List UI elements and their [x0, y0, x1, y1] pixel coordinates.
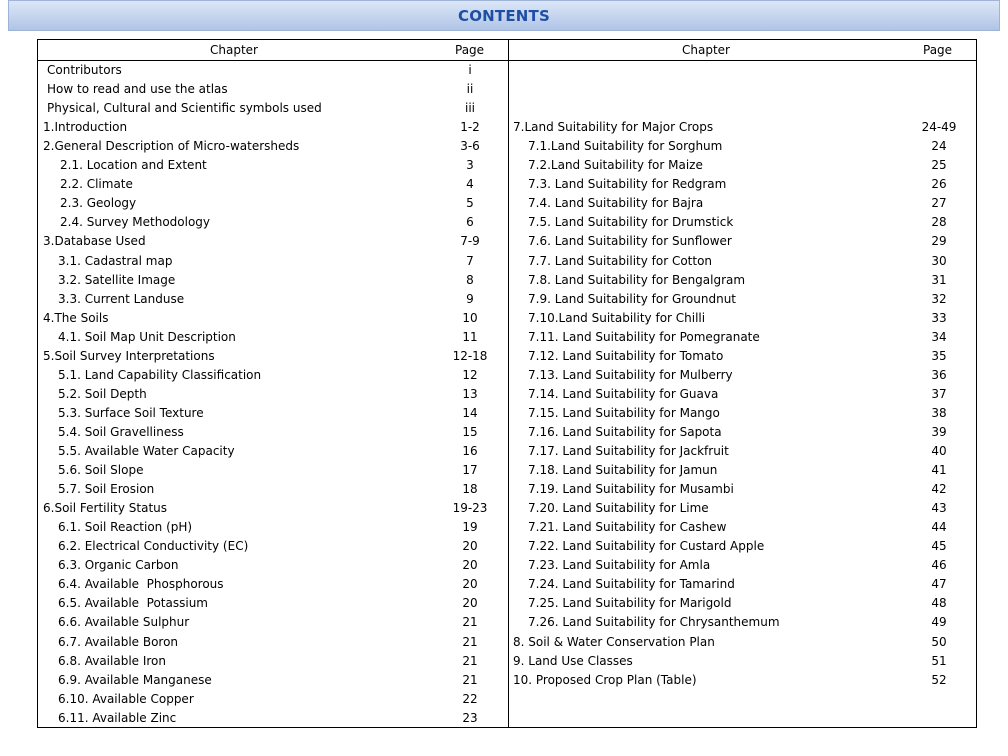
- header-chapter-right: Chapter: [682, 43, 730, 57]
- page-number: 35: [931, 348, 947, 363]
- page-number: 52: [931, 672, 947, 687]
- right-table-row: [0, 594, 1008, 613]
- page-number: 47: [931, 577, 947, 592]
- page-number: 40: [931, 444, 947, 458]
- chapter-title: 4.1. Soil Map Unit Description: [58, 329, 236, 344]
- page-number: 30: [931, 253, 947, 268]
- chapter-title: 7.7. Land Suitability for Cotton: [528, 253, 713, 268]
- page-number: 36: [931, 367, 947, 382]
- right-table-row: [0, 404, 1008, 423]
- right-table-row: [0, 633, 1008, 652]
- chapter-title: 6.11. Available Zinc: [58, 710, 177, 725]
- page-title: CONTENTS: [458, 6, 550, 25]
- right-table-row: [0, 175, 1008, 194]
- chapter-title: 1.Introduction: [43, 120, 128, 135]
- chapter-title: 7.25. Land Suitability for Marigold: [528, 596, 732, 611]
- page-number: 15: [462, 424, 478, 439]
- page-number: 51: [931, 653, 947, 668]
- right-table-row: [0, 671, 1008, 690]
- right-table-row: [0, 518, 1008, 537]
- chapter-title: 7.6. Land Suitability for Sunflower: [528, 234, 732, 249]
- chapter-title: 7.26. Land Suitability for Chrysanthemum: [528, 615, 780, 630]
- page-number: ii: [466, 82, 474, 97]
- header-page-left: Page: [455, 43, 485, 57]
- right-table-row: [0, 575, 1008, 594]
- chapter-title: 7.18. Land Suitability for Jamun: [528, 463, 718, 478]
- chapter-title: 2.General Description of Micro-watersheds: [43, 139, 300, 154]
- page-number: 46: [931, 558, 947, 573]
- right-table-row: [0, 328, 1008, 347]
- chapter-title: 7.16. Land Suitability for Sapota: [528, 424, 722, 439]
- left-table-row: [0, 99, 1008, 118]
- chapter-title: 2.1. Location and Extent: [60, 158, 207, 173]
- chapter-title: 5.7. Soil Erosion: [58, 482, 155, 497]
- page-number: 6: [466, 215, 474, 230]
- chapter-title: 7.24. Land Suitability for Tamarind: [528, 577, 735, 592]
- page-number: 31: [931, 272, 947, 287]
- page-number: 22: [462, 691, 478, 706]
- chapter-title: 7.10.Land Suitability for Chilli: [528, 310, 706, 325]
- page-number: 7-9: [460, 234, 480, 249]
- chapter-title: 7.2.Land Suitability for Maize: [528, 158, 703, 173]
- page-number: 16: [462, 444, 478, 458]
- right-table-row: [0, 118, 1008, 137]
- right-table-row: [0, 385, 1008, 404]
- chapter-title: 6.9. Available Manganese: [58, 672, 212, 687]
- page-number: 8: [466, 272, 474, 287]
- right-table-row: [0, 347, 1008, 366]
- page-number: 11: [462, 329, 478, 344]
- chapter-title: 9. Land Use Classes: [513, 653, 633, 668]
- chapter-title: 2.3. Geology: [60, 196, 137, 211]
- right-table-row: [0, 366, 1008, 385]
- chapter-title: 2.4. Survey Methodology: [60, 215, 211, 230]
- right-table-row: [0, 213, 1008, 232]
- page-number: iii: [464, 101, 475, 116]
- chapter-title: Physical, Cultural and Scientific symbols used: [47, 101, 322, 116]
- page-number: 5: [466, 196, 474, 211]
- chapter-title: 7.4. Land Suitability for Bajra: [528, 196, 704, 211]
- chapter-title: 7.3. Land Suitability for Redgram: [528, 177, 727, 192]
- chapter-title: 7.5. Land Suitability for Drumstick: [528, 215, 734, 230]
- right-table-row: [0, 309, 1008, 328]
- chapter-title: 7.20. Land Suitability for Lime: [528, 501, 709, 516]
- page-number: 14: [462, 405, 478, 420]
- right-table-row: [0, 537, 1008, 556]
- chapter-title: 7.9. Land Suitability for Groundnut: [528, 291, 737, 306]
- right-table-row: [0, 194, 1008, 213]
- header-page-right: Page: [923, 43, 953, 57]
- chapter-title: 7.19. Land Suitability for Musambi: [528, 482, 734, 497]
- page-number: 41: [931, 463, 947, 478]
- chapter-title: 6.3. Organic Carbon: [58, 558, 179, 573]
- chapter-title: 6.10. Available Copper: [58, 691, 194, 706]
- page-number: 12-18: [452, 348, 488, 363]
- page-number: 34: [931, 329, 947, 344]
- chapter-title: 7.12. Land Suitability for Tomato: [528, 348, 724, 363]
- page-number: 38: [931, 405, 947, 420]
- chapter-title: 10. Proposed Crop Plan (Table): [513, 672, 697, 687]
- right-table-row: [0, 613, 1008, 632]
- page-number: 27: [931, 196, 947, 211]
- page-number: 44: [931, 520, 947, 535]
- page-number: 23: [462, 710, 478, 725]
- chapter-title: 7.8. Land Suitability for Bengalgram: [528, 272, 746, 287]
- chapter-title: 2.2. Climate: [60, 177, 133, 192]
- page-number: 29: [931, 234, 947, 249]
- chapter-title: 5.4. Soil Gravelliness: [58, 424, 184, 439]
- right-table-row: [0, 232, 1008, 251]
- chapter-title: 5.6. Soil Slope: [58, 463, 144, 478]
- chapter-title: 3.Database Used: [43, 234, 146, 249]
- left-table-row: [0, 709, 1008, 728]
- chapter-title: 6.2. Electrical Conductivity (EC): [58, 539, 249, 554]
- page-number: 9: [466, 291, 474, 306]
- page-number: 19-23: [452, 501, 488, 516]
- page-number: 21: [462, 672, 478, 687]
- chapter-title: 7.22. Land Suitability for Custard Apple: [528, 539, 765, 554]
- right-table-row: [0, 652, 1008, 671]
- right-table-row: [0, 442, 1008, 461]
- page-number: 20: [462, 596, 478, 611]
- page-number: 39: [931, 424, 947, 439]
- right-table-row: [0, 423, 1008, 442]
- chapter-title: 6.8. Available Iron: [58, 653, 166, 668]
- page-number: 18: [462, 482, 478, 497]
- page-number: 20: [462, 558, 478, 573]
- page-number: 19: [462, 520, 478, 535]
- page-number: 42: [931, 482, 947, 497]
- page-number: 4: [466, 177, 474, 192]
- chapter-title: 5.3. Surface Soil Texture: [58, 405, 204, 420]
- page-number: 26: [931, 177, 947, 192]
- page-number: 48: [931, 596, 947, 611]
- chapter-title: How to read and use the atlas: [47, 82, 228, 97]
- page-number: 17: [462, 463, 478, 478]
- page-number: 24: [931, 139, 947, 154]
- chapter-title: 3.2. Satellite Image: [58, 272, 176, 287]
- page-number: 20: [462, 539, 478, 554]
- title-bar: [8, 0, 1000, 31]
- chapter-title: 7.23. Land Suitability for Amla: [528, 558, 711, 573]
- right-table-row: [0, 252, 1008, 271]
- chapter-title: 5.2. Soil Depth: [58, 386, 147, 401]
- chapter-title: 6.1. Soil Reaction (pH): [58, 520, 193, 535]
- page-number: 10: [462, 310, 478, 325]
- chapter-title: 3.3. Current Landuse: [58, 291, 185, 306]
- right-table-row: [0, 461, 1008, 480]
- chapter-title: 7.15. Land Suitability for Mango: [528, 405, 720, 420]
- page-number: 33: [931, 310, 947, 325]
- chapter-title: 7.11. Land Suitability for Pomegranate: [528, 329, 760, 344]
- chapter-title: 7.17. Land Suitability for Jackfruit: [528, 444, 729, 458]
- chapter-title: 5.1. Land Capability Classification: [58, 367, 262, 382]
- page-number: 24-49: [921, 120, 957, 135]
- page-number: 32: [931, 291, 947, 306]
- page-number: 3-6: [460, 139, 480, 154]
- chapter-title: 6.Soil Fertility Status: [43, 501, 168, 516]
- chapter-title: 6.5. Available Potassium: [58, 596, 208, 611]
- right-table-row: [0, 290, 1008, 309]
- chapter-title: 7.13. Land Suitability for Mulberry: [528, 367, 733, 382]
- page-number: 28: [931, 215, 947, 230]
- page-number: 12: [462, 367, 478, 382]
- right-table-row: [0, 556, 1008, 575]
- left-table-row: [0, 690, 1008, 709]
- page-number: 45: [931, 539, 947, 554]
- page-number: 20: [462, 577, 478, 592]
- right-table-row: [0, 156, 1008, 175]
- page-number: 21: [462, 653, 478, 668]
- chapter-title: 7.21. Land Suitability for Cashew: [528, 520, 727, 535]
- page-number: 37: [931, 386, 947, 401]
- left-table-row: [0, 61, 1008, 80]
- chapter-title: 6.6. Available Sulphur: [58, 615, 190, 630]
- chapter-title: 8. Soil & Water Conservation Plan: [513, 634, 715, 649]
- header-chapter-left: Chapter: [210, 43, 258, 57]
- page-number: 13: [462, 386, 478, 401]
- page-number: 3: [466, 158, 474, 173]
- chapter-title: 3.1. Cadastral map: [58, 253, 173, 268]
- chapter-title: 6.7. Available Boron: [58, 634, 179, 649]
- page-number: 21: [462, 634, 478, 649]
- page-number: 43: [931, 501, 947, 516]
- page-number: i: [468, 63, 472, 77]
- page-number: 25: [931, 158, 947, 173]
- left-table-row: [0, 80, 1008, 99]
- chapter-title: 4.The Soils: [43, 310, 109, 325]
- right-table-row: [0, 271, 1008, 290]
- chapter-title: 7.14. Land Suitability for Guava: [528, 386, 719, 401]
- page-number: 1-2: [460, 120, 480, 135]
- page-number: 7: [466, 253, 474, 268]
- chapter-title: 5.Soil Survey Interpretations: [43, 348, 215, 363]
- chapter-title: 6.4. Available Phosphorous: [58, 577, 224, 592]
- chapter-title: 7.1.Land Suitability for Sorghum: [528, 139, 723, 154]
- page-number: 21: [462, 615, 478, 630]
- right-table-row: [0, 137, 1008, 156]
- chapter-title: 7.Land Suitability for Major Crops: [513, 120, 714, 135]
- page-number: 50: [931, 634, 947, 649]
- chapter-title: Contributors: [47, 63, 122, 77]
- page-number: 49: [931, 615, 947, 630]
- right-table-row: [0, 499, 1008, 518]
- right-table-row: [0, 480, 1008, 499]
- chapter-title: 5.5. Available Water Capacity: [58, 444, 235, 458]
